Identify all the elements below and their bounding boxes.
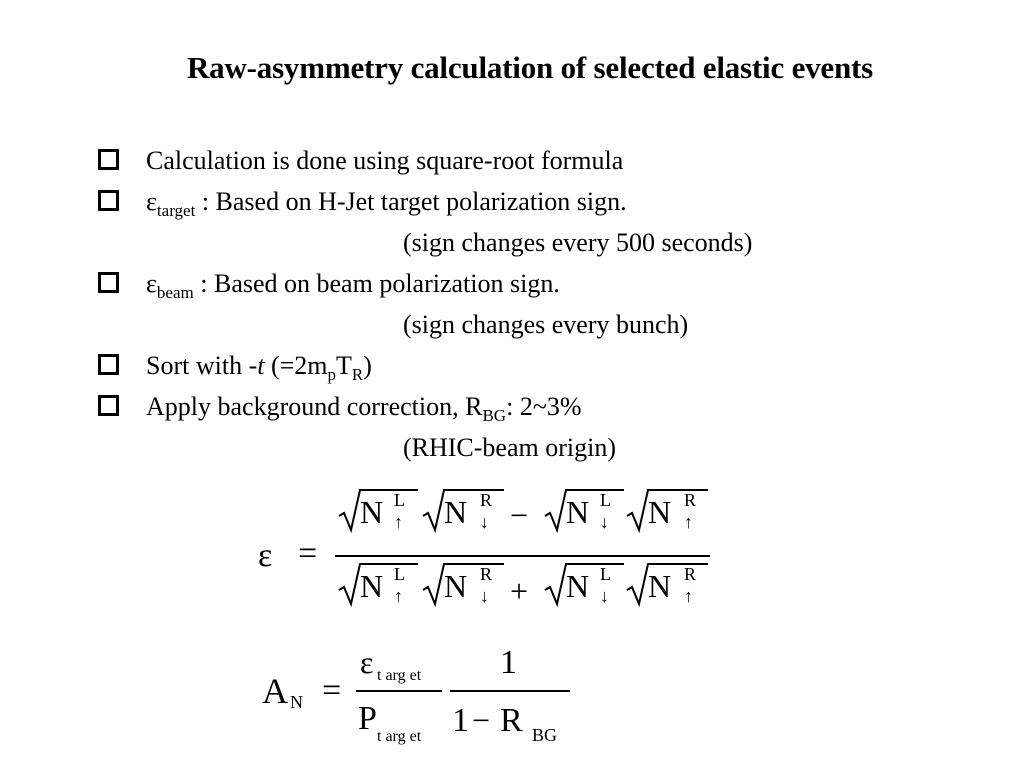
p-target-subscript: t arg et bbox=[377, 728, 422, 745]
p-target: P bbox=[358, 700, 377, 737]
r-bg-subscript: BG bbox=[532, 725, 558, 745]
bullet-text: Sort with -t $(=2m_pT_R)$ bbox=[146, 351, 372, 384]
minus-sign: − bbox=[472, 702, 491, 738]
square-bullet-icon bbox=[98, 395, 119, 416]
epsilon-target: ε bbox=[360, 644, 374, 680]
sqrt-term: N R ↓ bbox=[422, 488, 504, 532]
sqrt-term: N R ↓ bbox=[422, 562, 504, 606]
epsilon-symbol: ε bbox=[258, 537, 273, 574]
sqrt-term: N L ↓ bbox=[544, 562, 624, 606]
an-symbol: A bbox=[262, 671, 288, 711]
r-bg-symbol: R bbox=[500, 702, 523, 739]
equals-sign: = bbox=[322, 672, 342, 709]
fraction-bar bbox=[356, 690, 442, 692]
bullet-text: Apply background correction, $R_{BG}$: 2~3% bbox=[146, 392, 582, 425]
slide-title: Raw-asymmetry calculation of selected elastic events bbox=[186, 50, 874, 85]
minus-sign: − bbox=[510, 497, 529, 533]
sqrt-term: N R ↑ bbox=[626, 562, 708, 606]
bullet-text: Calculation is done using square-root formula bbox=[146, 146, 624, 175]
denominator-one: 1 bbox=[452, 702, 469, 739]
fraction-bar bbox=[450, 690, 570, 692]
sqrt-term: N L ↓ bbox=[544, 488, 624, 532]
fraction-bar bbox=[335, 555, 710, 557]
continuation-text: (RHIC-beam origin) bbox=[403, 433, 617, 462]
bullet-text: $\varepsilon_{beam}$ : Based on beam polarization sign. bbox=[146, 269, 560, 302]
square-bullet-icon bbox=[98, 190, 119, 211]
sqrt-term: N R ↑ bbox=[626, 488, 708, 532]
continuation-text: (sign changes every bunch) bbox=[403, 310, 689, 339]
equals-sign: = bbox=[298, 535, 318, 572]
plus-sign: + bbox=[510, 573, 529, 609]
epsilon-target-subscript: t arg et bbox=[377, 667, 422, 684]
numerator-one: 1 bbox=[500, 644, 517, 681]
square-bullet-icon bbox=[98, 354, 119, 375]
square-bullet-icon bbox=[98, 272, 119, 293]
sqrt-term: N L ↑ bbox=[338, 562, 418, 606]
bullet-text: $\varepsilon_{target}$ : Based on H-Jet target polarization sign. bbox=[146, 187, 627, 220]
an-subscript: N bbox=[290, 692, 303, 712]
continuation-text: (sign changes every 500 seconds) bbox=[403, 228, 753, 257]
sqrt-term: N L ↑ bbox=[338, 488, 418, 532]
square-bullet-icon bbox=[98, 149, 119, 170]
